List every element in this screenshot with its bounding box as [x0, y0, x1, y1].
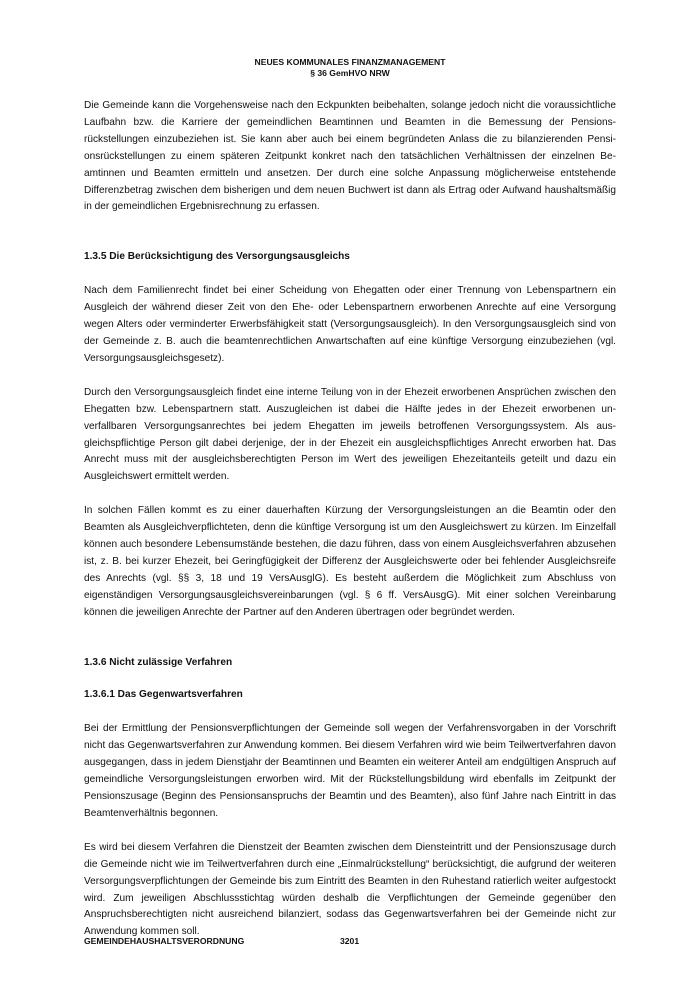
page-content [84, 98, 616, 941]
header-title: NEUES KOMMUNALES FINANZMANAGEMENT [254, 57, 446, 67]
section-heading-1-3-6: 1.3.6 Nicht zulässige Verfahren [84, 656, 233, 668]
paragraph-3: Durch den Versorgungsausgleich findet eine interne Teilung von in der Ehezeit erworbenen Ansprüchen zwischen den Ehegatten bzw. Lebenspartnern statt. Auszugleichen ist dabei die Hälfte jedes in der Ehezeit erworbenen unverfallbaren Versorgungsanrechtes bei jedem Ehegatten im jeweils betroffenen Versorgungssystem. Als ausgleichspflichtige Person gilt dabei derjenige, der in der Ehezeit ein ausgleichspflichtiges Anrecht erworben hat. Das Anrecht muss mit der ausgleichsberechtigten Person im Wert des jeweiligen Ehezeitanteils geteilt und dazu ein Ausgleichswert ermittelt werden. [84, 386, 616, 483]
paragraph-4: In solchen Fällen kommt es zu einer dauerhaften Kürzung der Versorgungsleistungen an die Beamtin oder den Beamten als Ausgleichverpflichteten, denn die künftige Versorgung ist um den Ausgleichswert zu kürzen. Im Einzelfall können auch besondere Lebensumstände bestehen, die dazu führen, dass von einem Ausgleichsverfahren abzusehen ist, z. B. bei kurzer Ehezeit, bei Geringfügigkeit der Differenz der Ausgleichswerte oder bei fehlender Ausgleichsreife des Anrechts (vgl. §§ 3, 18 und 19 VersAusglG). Es besteht außerdem die Möglichkeit zum Abschluss von eigenständigen Versorgungsausgleichsvereinbarungen (vgl. § 6 ff. VersAusgG). Mit einer solchen Vereinbarung können die jeweiligen Anrechte der Partner auf den Anderen übertragen oder begründet werden. [84, 505, 616, 618]
paragraph-6: Es wird bei diesem Verfahren die Dienstzeit der Beamten zwischen dem Diensteintritt und der Pensionszusage durch die Gemeinde nicht wie im Teilwertverfahren durch eine „Einmalrückstellung“ berücksichtigt, die aufgrund der weiteren Versorgungsverpflichtungen der Gemeinde bis zum Eintritt des Beamten in den Ruhestand ratierlich weiter aufgestockt wird. Zum jeweiligen Abschlussstichtag würden deshalb die Verpflichtungen der Gemeinde gegenüber den Anspruchsberechtigten nicht ausreichend bilanziert, sodass das Gegenwartsverfahren bei der Gemeinde nicht zur Anwendung kommen soll. [84, 841, 616, 938]
page-number: 3201 [340, 936, 360, 946]
paragraph-2: Nach dem Familienrecht findet bei einer Scheidung von Ehegatten oder einer Trennung von Lebenspartnern ein Ausgleich der während dieser Zeit von den Ehe- oder Lebenspartnern erworbenen Anrechte auf eine Versorgung wegen Alters oder verminderter Erwerbsfähigkeit statt (Versorgungsausgleich). In den Versorgungsausgleich sind von der Gemeinde z. B. auch die beamtenrechtlichen Anwartschaften auf eine künftige Versorgung einzubeziehen (vgl. Versorgungsausgleichsgesetz). [84, 285, 616, 364]
header-subtitle: § 36 GemHVO NRW [310, 68, 390, 78]
page-header [0, 57, 700, 79]
subsection-heading-1-3-6-1: 1.3.6.1 Das Gegenwartsverfahren [84, 689, 243, 701]
footer-title: GEMEINDEHAUSHALTSVERORDNUNG [84, 936, 245, 946]
section-heading-1-3-5: 1.3.5 Die Berücksichtigung des Versorgungsausgleichs [84, 251, 350, 263]
paragraph-1: Die Gemeinde kann die Vorgehensweise nach den Eckpunkten beibehalten, solange jedoch nicht die voraussichtliche Laufbahn bzw. die Karriere der gemeindlichen Beamtinnen und Beamten in die Bemessung der Pensionsrückstellungen einzubeziehen ist. Sie kann aber auch bei einem begründeten Anlass die zu bilanzierenden Pensionsrückstellungen zu einem späteren Zeitpunkt konkret nach den tatsächlichen Verhältnissen der einzelnen Beamtinnen und Beamten ermitteln und ansetzen. Der durch eine solche Anpassung möglicherweise entstehende Differenzbetrag zwischen dem bisherigen und dem neuen Buchwert ist dann als Ertrag oder Aufwand haushaltsmäßig in der gemeindlichen Ergebnisrechnung zu erfassen. [84, 100, 616, 213]
paragraph-5: Bei der Ermittlung der Pensionsverpflichtungen der Gemeinde soll wegen der Verfahrensvorgaben in der Vorschrift nicht das Gegenwartsverfahren zur Anwendung kommen. Bei diesem Verfahren wird wie beim Teilwertverfahren davon ausgegangen, dass in jedem Dienstjahr der Beamtinnen und Beamten ein weiterer Anteil am endgültigen Anspruch auf gemeindliche Versorgungsleistungen erworben wird. Mit der Rückstellungsbildung wird ebenfalls im Zeitpunkt der Pensionszusage (Beginn des Pensionsanspruchs der Beamtin und des Beamten), also fünf Jahre nach Eintritt in das Beamtenverhältnis begonnen. [84, 723, 616, 819]
